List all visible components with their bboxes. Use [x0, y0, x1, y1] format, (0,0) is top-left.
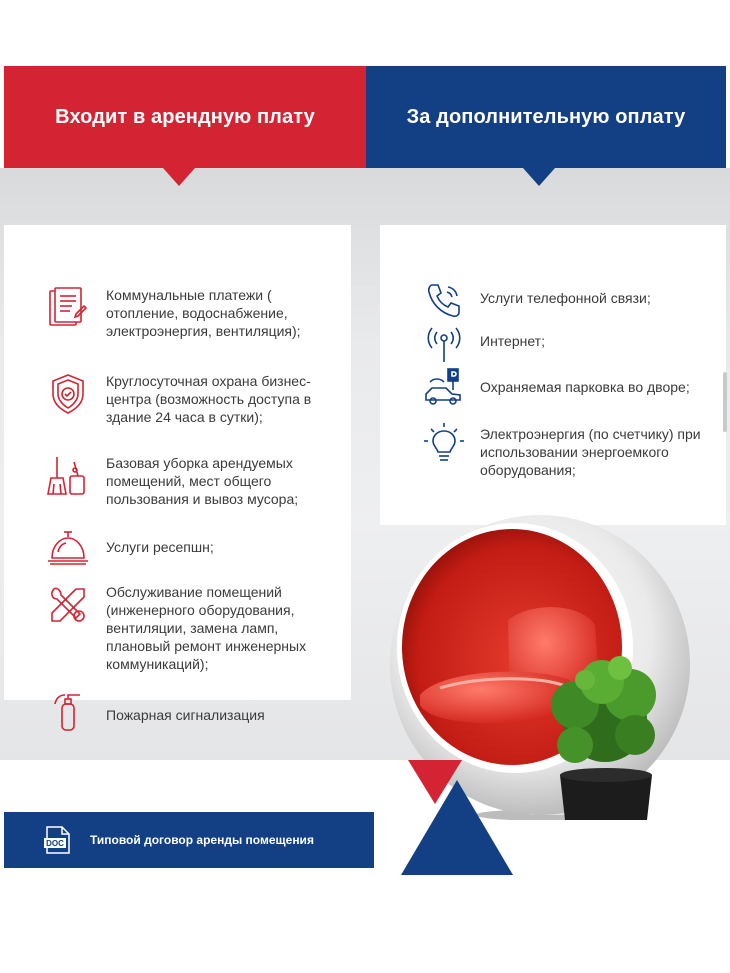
included-item-text: Круглосуточная охрана бизнес-центра (возможность доступа в здание 24 часа в сутки); — [106, 373, 312, 425]
extra-title: За дополнительную оплату — [406, 105, 686, 128]
scrollbar[interactable] — [723, 372, 727, 432]
included-item-utilities — [46, 286, 346, 340]
included-item-text: Базовая уборка арендуемых помещений, мест общего пользования и вывоз мусора; — [106, 455, 299, 507]
doc-file-icon — [44, 825, 72, 855]
tools-icon — [46, 583, 90, 627]
included-item-reception — [46, 526, 346, 570]
included-item-text: Услуги ресепшн; — [106, 539, 214, 555]
extra-item-text: Интернет; — [480, 333, 545, 349]
extra-item-parking — [422, 366, 722, 410]
svg-text:DOC: DOC — [46, 839, 64, 848]
included-item-fire-alarm — [46, 690, 346, 734]
extra-header — [366, 66, 726, 168]
included-item-text: Коммунальные платежи ( отопление, водоснабжение, электроэнергия, вентиляция); — [106, 287, 301, 339]
included-item-maintenance — [46, 583, 346, 673]
extra-item-text: Охраняемая парковка во дворе; — [480, 379, 690, 395]
contract-download-label: Типовой договор аренды помещения — [90, 833, 314, 847]
included-item-security — [46, 372, 346, 426]
included-pointer — [163, 168, 195, 186]
included-item-text: Пожарная сигнализация — [106, 707, 265, 723]
fire-extinguisher-icon — [46, 690, 90, 734]
included-title: Входит в арендную плату — [55, 105, 315, 128]
lightbulb-icon — [422, 421, 466, 465]
documents-icon — [46, 286, 90, 330]
extra-item-text: Электроэнергия (по счетчику) при использовании энергоемкого оборудования; — [480, 426, 701, 478]
extra-item-internet — [422, 322, 722, 366]
included-item-cleaning — [46, 454, 346, 508]
included-header — [4, 66, 366, 168]
reception-bell-icon — [46, 526, 90, 570]
phone-icon — [422, 279, 466, 323]
cleaning-icon — [46, 454, 90, 498]
wifi-icon — [422, 322, 466, 366]
shield-icon — [46, 372, 90, 416]
extra-item-text: Услуги телефонной связи; — [480, 290, 651, 306]
extra-pointer — [523, 168, 555, 186]
included-item-text: Обслуживание помещений (инженерного оборудования, вентиляции, замена ламп, плановый ремонт инженерных коммуникаций); — [106, 584, 307, 672]
contract-download-button[interactable] — [4, 812, 374, 868]
extra-item-electricity — [422, 421, 722, 479]
parking-icon — [422, 366, 466, 410]
extra-item-phone — [422, 279, 722, 323]
decor-triangle-blue — [401, 780, 513, 875]
